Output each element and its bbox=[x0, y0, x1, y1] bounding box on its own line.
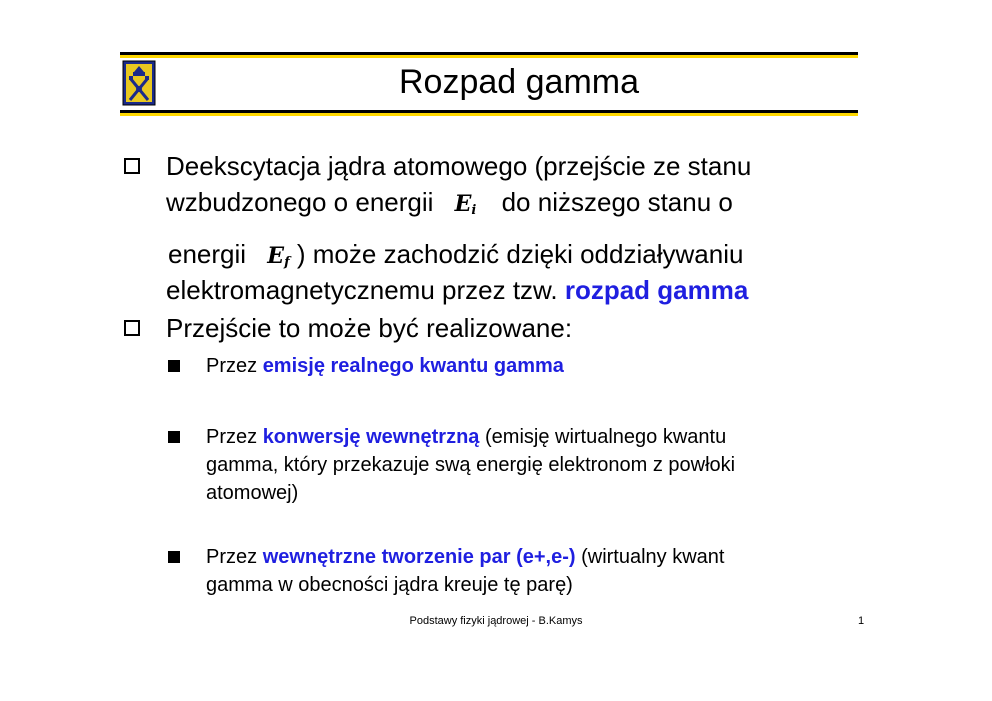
emphasis-konwersja-wewnetrzna: konwersję wewnętrzną bbox=[262, 426, 480, 448]
bullet-2-text: Przejście to może być realizowane: bbox=[166, 313, 573, 343]
sub-bullet-2-text: Przez bbox=[206, 426, 263, 448]
sub-bullet-2-line-3 bbox=[206, 480, 298, 506]
filled-square-bullet-icon bbox=[168, 431, 180, 443]
sub-bullet-2-line-2 bbox=[206, 452, 735, 478]
sub-bullet-3-text: (wirtualny kwant bbox=[575, 546, 725, 568]
bullet-1-text: ) może zachodzić dzięki oddziaływaniu bbox=[289, 239, 744, 269]
emphasis-emisja-kwantu: emisję realnego kwantu gamma bbox=[262, 355, 564, 377]
page-number: 1 bbox=[858, 615, 865, 627]
filled-square-bullet-icon bbox=[168, 551, 180, 563]
sub-bullet-1-text: Przez bbox=[206, 355, 263, 377]
energy-final-symbol: $E_f$ bbox=[267, 243, 290, 270]
bullet-1-text: elektromagnetycznemu przez tzw. bbox=[166, 275, 565, 305]
sub-bullet-1-line bbox=[206, 353, 564, 379]
emphasis-tworzenie-par: wewnętrzne tworzenie par (e+,e-) bbox=[262, 546, 576, 568]
slide-footer: Podstawy fizyki jądrowej - B.Kamys bbox=[409, 615, 583, 627]
sub-bullet-3-line-1 bbox=[206, 544, 724, 570]
bullet-1-line-1 bbox=[166, 150, 751, 182]
hollow-square-bullet-icon bbox=[124, 158, 140, 174]
bullet-1-text: Deekscytacja jądra atomowego (przejście ze stanu bbox=[166, 151, 752, 181]
bullet-1-text: wzbudzonego o energii bbox=[166, 187, 441, 217]
sub-bullet-3-line-2 bbox=[206, 572, 573, 598]
bullet-1-line-2 bbox=[166, 186, 733, 227]
sub-bullet-2-text: (emisję wirtualnego kwantu bbox=[479, 426, 727, 448]
slide-title: Rozpad gamma bbox=[398, 63, 639, 101]
bullet-1-text: energii bbox=[168, 239, 254, 269]
bullet-2-line bbox=[166, 312, 572, 344]
energy-initial-symbol: $E_i$ bbox=[454, 191, 477, 218]
sub-bullet-3-text: Przez bbox=[206, 546, 263, 568]
emphasis-rozpad-gamma: rozpad gamma bbox=[564, 275, 749, 305]
sub-bullet-2-text: gamma, który przekazuje swą energię elektronom z powłoki bbox=[206, 454, 736, 476]
bullet-1-line-4 bbox=[166, 274, 748, 306]
sub-bullet-2-line-1 bbox=[206, 424, 726, 450]
bullet-1-text: do niższego stanu o bbox=[494, 187, 733, 217]
sub-bullet-3-text: gamma w obecności jądra kreuje tę parę) bbox=[206, 574, 573, 596]
bullet-1-line-3 bbox=[168, 238, 743, 279]
filled-square-bullet-icon bbox=[168, 360, 180, 372]
sub-bullet-2-text: atomowej) bbox=[206, 482, 299, 504]
hollow-square-bullet-icon bbox=[124, 320, 140, 336]
